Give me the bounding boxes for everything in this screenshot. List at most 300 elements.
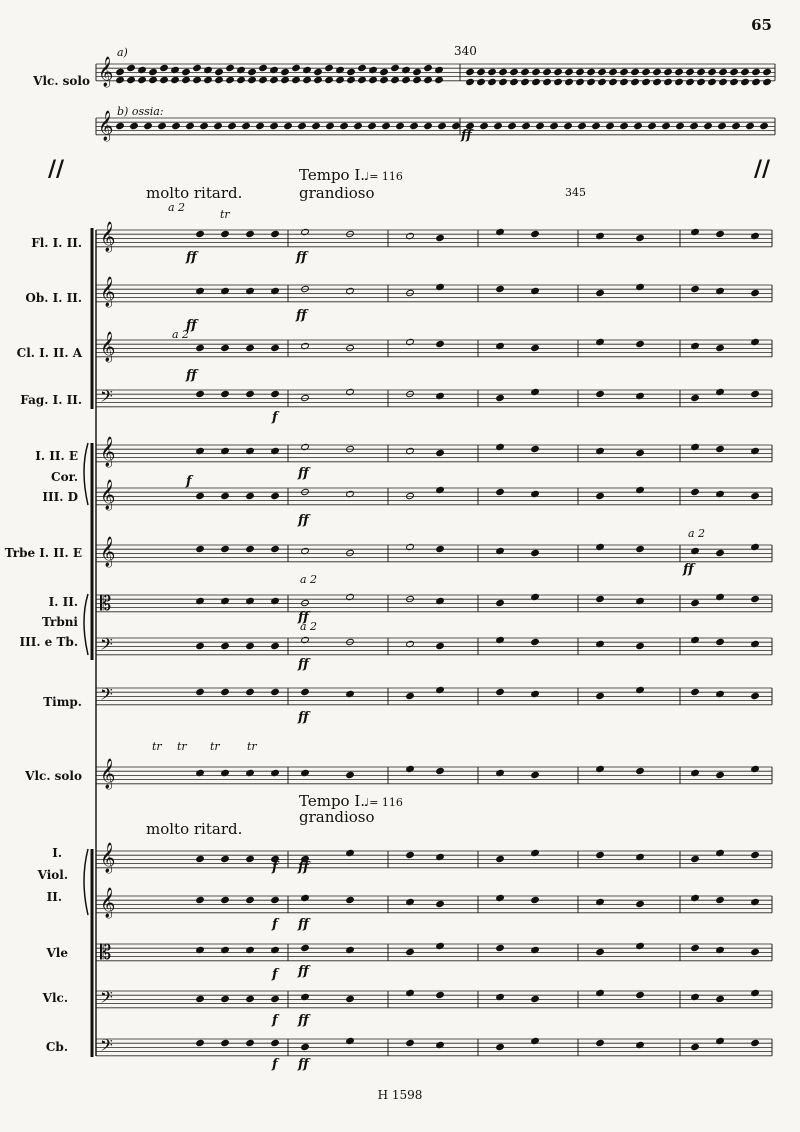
dynamic-ff-horns-2: ff	[298, 513, 309, 528]
note-solo-top	[499, 68, 508, 75]
note-solo-top	[697, 78, 706, 85]
bar-number-340: 340	[454, 44, 477, 58]
note-solo-top	[303, 76, 312, 83]
note-solo-ossia	[508, 122, 517, 129]
note-solo-top	[598, 78, 607, 85]
note-solo-top	[281, 68, 290, 75]
clef-10: 𝄞	[100, 759, 116, 789]
label-violins: Viol.	[37, 868, 68, 882]
note-5	[691, 488, 700, 495]
note-solo-top	[226, 64, 235, 71]
note-solo-top	[642, 78, 651, 85]
dynamic-f-bassoons: f	[272, 410, 278, 425]
note-b1-8	[221, 642, 230, 649]
clef-solo-top: 𝄞	[98, 57, 114, 87]
note-solo-top	[336, 76, 345, 83]
note-solo-top	[193, 64, 202, 71]
note-solo-ossia	[690, 122, 699, 129]
note-12	[346, 896, 355, 903]
note-solo-top	[292, 64, 301, 71]
note-5	[496, 488, 505, 495]
note-b1-15	[196, 1039, 205, 1046]
note-solo-top	[488, 68, 497, 75]
note-b1-12	[196, 896, 205, 903]
note-7	[496, 599, 505, 606]
note-b1-14	[246, 995, 255, 1002]
note-solo-top	[477, 78, 486, 85]
trill-flute-1: tr	[220, 208, 230, 221]
note-solo-ossia	[284, 122, 293, 129]
note-b1-6	[221, 545, 230, 552]
label-violin-1: I.	[52, 846, 62, 860]
label-basses: Cb.	[45, 1040, 68, 1054]
bar-number-345: 345	[565, 186, 586, 199]
note-b1-9	[196, 688, 205, 695]
dynamic-ff-timpani: ff	[298, 710, 309, 725]
note-solo-ossia	[158, 122, 167, 129]
clef-8: 𝄢	[100, 634, 113, 658]
note-solo-ossia	[340, 122, 349, 129]
clef-1: 𝄞	[100, 277, 116, 307]
label-trombones-2: III. e Tb.	[19, 635, 78, 649]
note-solo-ossia	[326, 122, 335, 129]
label-trumpets: Trbe I. II. E	[4, 546, 82, 560]
note-solo-top	[248, 68, 257, 75]
note-solo-top	[631, 68, 640, 75]
note-solo-top	[576, 78, 585, 85]
note-solo-top	[730, 78, 739, 85]
note-solo-ossia	[186, 122, 195, 129]
label-vlc-solo: Vlc. solo	[25, 769, 82, 783]
note-b1-12	[271, 896, 280, 903]
clef-12: 𝄞	[100, 888, 116, 918]
note-14	[346, 995, 355, 1002]
note-3	[596, 390, 605, 397]
note-14	[716, 995, 725, 1002]
note-solo-top	[686, 68, 695, 75]
clef-11: 𝄞	[100, 843, 116, 873]
note-solo-ossia	[606, 122, 615, 129]
note-solo-ossia	[592, 122, 601, 129]
note-solo-top	[182, 68, 191, 75]
page-number: 65	[751, 16, 772, 34]
note-5	[596, 492, 605, 499]
note-solo-top	[466, 68, 475, 75]
tempo-molto-ritard-top: molto ritard.	[146, 184, 243, 202]
note-1	[691, 285, 700, 292]
dynamic-ff-trombones: ff	[298, 610, 309, 625]
note-solo-ossia	[536, 122, 545, 129]
dynamic-ff-trumpets: ff	[683, 562, 694, 577]
brace-horns	[84, 443, 88, 505]
note-solo-ossia	[676, 122, 685, 129]
note-9	[751, 692, 760, 699]
dynamic-ff-horns-1: ff	[298, 466, 309, 481]
note-solo-ossia	[620, 122, 629, 129]
note-15	[596, 1039, 605, 1046]
note-solo-ossia	[116, 122, 125, 129]
clef-15: 𝄢	[100, 1035, 113, 1059]
note-solo-ossia	[578, 122, 587, 129]
label-bassoons: Fag. I. II.	[20, 393, 82, 407]
note-6	[531, 549, 540, 556]
note-b1-15	[221, 1039, 230, 1046]
note-solo-top	[380, 68, 389, 75]
note-9	[596, 692, 605, 699]
note-1	[751, 289, 760, 296]
note-3	[496, 394, 505, 401]
note-b1-3	[221, 390, 230, 397]
note-12	[436, 900, 445, 907]
note-13	[301, 944, 310, 951]
note-13	[691, 944, 700, 951]
label-horns-2: III. D	[42, 490, 78, 504]
note-b1-15	[271, 1039, 280, 1046]
note-13	[751, 948, 760, 955]
note-solo-ossia	[172, 122, 181, 129]
note-15	[496, 1043, 505, 1050]
note-15	[406, 1039, 415, 1046]
note-3	[751, 390, 760, 397]
note-solo-top	[741, 68, 750, 75]
note-8	[436, 642, 445, 649]
trill-solo-1: tr	[152, 740, 162, 753]
note-9	[496, 688, 505, 695]
note-solo-ossia	[550, 122, 559, 129]
note-solo-top	[116, 76, 125, 83]
clef-2: 𝄞	[100, 332, 116, 362]
note-solo-top	[325, 76, 334, 83]
note-solo-top	[708, 68, 717, 75]
note-solo-top	[598, 68, 607, 75]
label-clarinets: Cl. I. II. A	[16, 346, 82, 360]
note-solo-top	[488, 78, 497, 85]
note-b1-11	[221, 855, 230, 862]
note-b1-2	[271, 344, 280, 351]
note-15	[301, 1043, 310, 1050]
note-solo-ossia	[270, 122, 279, 129]
note-11	[596, 851, 605, 858]
note-b1-0	[196, 230, 205, 237]
note-solo-ossia	[144, 122, 153, 129]
note-solo-top	[543, 78, 552, 85]
note-solo-top	[587, 78, 596, 85]
label-timpani: Timp.	[43, 695, 82, 709]
note-solo-top	[609, 68, 618, 75]
dynamic-f-violin-1: f	[272, 860, 278, 875]
clef-14: 𝄢	[100, 987, 113, 1011]
note-solo-ossia	[648, 122, 657, 129]
dynamic-ff-violin-1: ff	[298, 860, 309, 875]
system-separator-left: //	[48, 156, 65, 182]
grandioso-strings: grandioso	[299, 808, 375, 826]
note-solo-top	[499, 78, 508, 85]
note-solo-top	[653, 78, 662, 85]
clef-0: 𝄞	[100, 222, 116, 252]
note-solo-ossia	[746, 122, 755, 129]
note-solo-top	[127, 64, 136, 71]
note-b1-2	[221, 344, 230, 351]
note-solo-ossia	[256, 122, 265, 129]
note-solo-ossia	[494, 122, 503, 129]
note-8	[636, 642, 645, 649]
trill-solo-4: tr	[247, 740, 257, 753]
note-solo-top	[565, 68, 574, 75]
note-b1-8	[196, 642, 205, 649]
mark-a: a)	[117, 46, 128, 59]
note-7	[751, 595, 760, 602]
tempo-i-strings: Tempo I.	[299, 792, 366, 810]
note-solo-ossia	[242, 122, 251, 129]
note-solo-top	[631, 78, 640, 85]
note-0	[636, 234, 645, 241]
note-11	[751, 851, 760, 858]
note-9	[406, 692, 415, 699]
note-solo-top	[347, 76, 356, 83]
note-4	[716, 445, 725, 452]
note-solo-top	[576, 68, 585, 75]
note-b1-5	[246, 492, 255, 499]
note-solo-top	[259, 76, 268, 83]
note-3	[691, 394, 700, 401]
note-solo-top	[466, 78, 475, 85]
note-4	[436, 449, 445, 456]
note-solo-ossia	[130, 122, 139, 129]
note-b1-2	[246, 344, 255, 351]
note-solo-top	[741, 78, 750, 85]
a2-trumpets: a 2	[688, 527, 706, 540]
trill-solo-3: tr	[210, 740, 220, 753]
clef-13: 𝄡	[100, 940, 112, 964]
note-solo-top	[281, 76, 290, 83]
label-oboes: Ob. I. II.	[25, 291, 82, 305]
note-15	[751, 1039, 760, 1046]
note-solo-top	[763, 68, 772, 75]
note-b1-12	[246, 896, 255, 903]
note-solo-ossia	[354, 122, 363, 129]
note-b1-11	[196, 855, 205, 862]
dynamic-ff-flutes-tempo: ff	[296, 250, 307, 265]
note-solo-top	[620, 78, 629, 85]
note-solo-ossia	[480, 122, 489, 129]
note-b1-8	[271, 642, 280, 649]
note-5	[751, 492, 760, 499]
note-10	[531, 771, 540, 778]
note-1	[496, 285, 505, 292]
note-solo-top	[413, 68, 422, 75]
clef-6: 𝄞	[100, 537, 116, 567]
note-solo-top	[510, 68, 519, 75]
note-11	[406, 851, 415, 858]
note-solo-top	[532, 68, 541, 75]
note-12	[531, 896, 540, 903]
note-b1-5	[196, 492, 205, 499]
note-solo-top	[127, 76, 136, 83]
note-solo-ossia	[368, 122, 377, 129]
note-12	[716, 896, 725, 903]
label-horns-1: I. II. E	[35, 449, 78, 463]
grandioso-top: grandioso	[299, 184, 375, 202]
note-solo-top	[402, 76, 411, 83]
note-solo-top	[138, 76, 147, 83]
note-14	[436, 991, 445, 998]
clef-solo-ossia: 𝄞	[98, 111, 114, 141]
note-solo-top	[259, 64, 268, 71]
note-solo-top	[215, 76, 224, 83]
note-solo-top	[182, 76, 191, 83]
note-8	[531, 638, 540, 645]
note-solo-top	[149, 76, 158, 83]
dynamic-ff-violas: ff	[298, 964, 309, 979]
note-solo-top	[391, 64, 400, 71]
note-solo-ossia	[662, 122, 671, 129]
note-solo-ossia	[228, 122, 237, 129]
note-solo-top	[675, 78, 684, 85]
note-b1-15	[246, 1039, 255, 1046]
a2-flutes: a 2	[168, 201, 186, 214]
note-solo-ossia	[396, 122, 405, 129]
note-solo-top	[697, 68, 706, 75]
note-b1-3	[246, 390, 255, 397]
note-4	[636, 449, 645, 456]
note-solo-top	[521, 78, 530, 85]
note-solo-top	[708, 78, 717, 85]
note-solo-ossia	[704, 122, 713, 129]
note-b1-0	[221, 230, 230, 237]
note-solo-top	[763, 78, 772, 85]
note-solo-top	[248, 76, 257, 83]
note-7	[691, 599, 700, 606]
note-b1-11	[246, 855, 255, 862]
note-b1-8	[246, 642, 255, 649]
note-b1-9	[221, 688, 230, 695]
note-b1-14	[271, 995, 280, 1002]
label-vlc-solo-top: Vlc. solo	[33, 74, 90, 88]
note-0	[716, 230, 725, 237]
note-solo-top	[477, 68, 486, 75]
note-15	[691, 1043, 700, 1050]
note-solo-top	[358, 76, 367, 83]
note-solo-top	[413, 76, 422, 83]
note-solo-top	[752, 78, 761, 85]
note-0	[436, 234, 445, 241]
label-flutes: Fl. I. II.	[31, 236, 82, 250]
brace-violins	[84, 849, 88, 915]
note-solo-top	[193, 76, 202, 83]
dynamic-ff-oboes-tempo: ff	[296, 308, 307, 323]
label-horns: Cor.	[51, 470, 78, 484]
note-solo-top	[226, 76, 235, 83]
metronome-strings: ♩= 116	[364, 796, 403, 809]
note-b1-12	[221, 896, 230, 903]
note-solo-top	[543, 68, 552, 75]
note-13	[406, 948, 415, 955]
note-b1-9	[246, 688, 255, 695]
system-separator-right: //	[754, 156, 771, 182]
note-solo-top	[554, 68, 563, 75]
note-b1-6	[246, 545, 255, 552]
note-solo-ossia	[718, 122, 727, 129]
mark-b-ossia: b) ossia:	[117, 105, 164, 118]
note-0	[531, 230, 540, 237]
dynamic-f-horns: f	[186, 474, 192, 489]
note-solo-top	[653, 68, 662, 75]
note-solo-top	[391, 76, 400, 83]
note-b1-14	[221, 995, 230, 1002]
note-solo-top	[609, 78, 618, 85]
note-b1-0	[246, 230, 255, 237]
note-b1-3	[271, 390, 280, 397]
label-violin-2: II.	[46, 890, 62, 904]
publisher-number: H 1598	[377, 1088, 423, 1102]
note-2	[436, 340, 445, 347]
tempo-i-top: Tempo I.	[299, 166, 366, 184]
metronome-top: ♩= 116	[364, 170, 403, 183]
note-10	[346, 771, 355, 778]
a2-trombones: a 2	[300, 573, 318, 586]
dynamic-ff-ossia: ff	[461, 128, 472, 143]
note-4	[531, 445, 540, 452]
note-solo-top	[358, 64, 367, 71]
note-solo-top	[237, 76, 246, 83]
note-solo-top	[160, 64, 169, 71]
dynamic-ff-cellos: ff	[298, 1013, 309, 1028]
note-2	[716, 344, 725, 351]
note-solo-ossia	[382, 122, 391, 129]
note-14	[636, 991, 645, 998]
note-solo-top	[369, 76, 378, 83]
note-6	[436, 545, 445, 552]
clef-3: 𝄢	[100, 386, 113, 410]
note-b1-5	[271, 492, 280, 499]
note-b1-3	[196, 390, 205, 397]
note-8	[716, 638, 725, 645]
note-11	[496, 855, 505, 862]
note-solo-ossia	[634, 122, 643, 129]
dynamic-f-violas: f	[272, 967, 278, 982]
a2-tuba: a 2	[300, 620, 318, 633]
note-solo-top	[435, 76, 444, 83]
note-solo-top	[424, 64, 433, 71]
note-solo-top	[215, 68, 224, 75]
trill-solo-2: tr	[177, 740, 187, 753]
note-solo-top	[347, 68, 356, 75]
clef-4: 𝄞	[100, 437, 116, 467]
note-solo-ossia	[214, 122, 223, 129]
dynamic-ff-oboes: ff	[186, 318, 197, 333]
note-solo-top	[160, 76, 169, 83]
dynamic-f-basses: f	[272, 1057, 278, 1072]
note-solo-top	[675, 68, 684, 75]
dynamic-ff-basses: ff	[298, 1057, 309, 1072]
note-b1-5	[221, 492, 230, 499]
note-solo-ossia	[564, 122, 573, 129]
label-violas: Vle	[46, 946, 68, 960]
note-solo-ossia	[452, 122, 461, 129]
note-solo-top	[292, 76, 301, 83]
note-solo-ossia	[424, 122, 433, 129]
note-solo-top	[719, 68, 728, 75]
note-solo-ossia	[312, 122, 321, 129]
note-solo-top	[730, 68, 739, 75]
note-solo-ossia	[732, 122, 741, 129]
note-solo-top	[752, 68, 761, 75]
note-b1-14	[196, 995, 205, 1002]
note-solo-top	[521, 68, 530, 75]
note-13	[596, 948, 605, 955]
note-solo-top	[204, 76, 213, 83]
brace-trombones	[84, 594, 88, 655]
